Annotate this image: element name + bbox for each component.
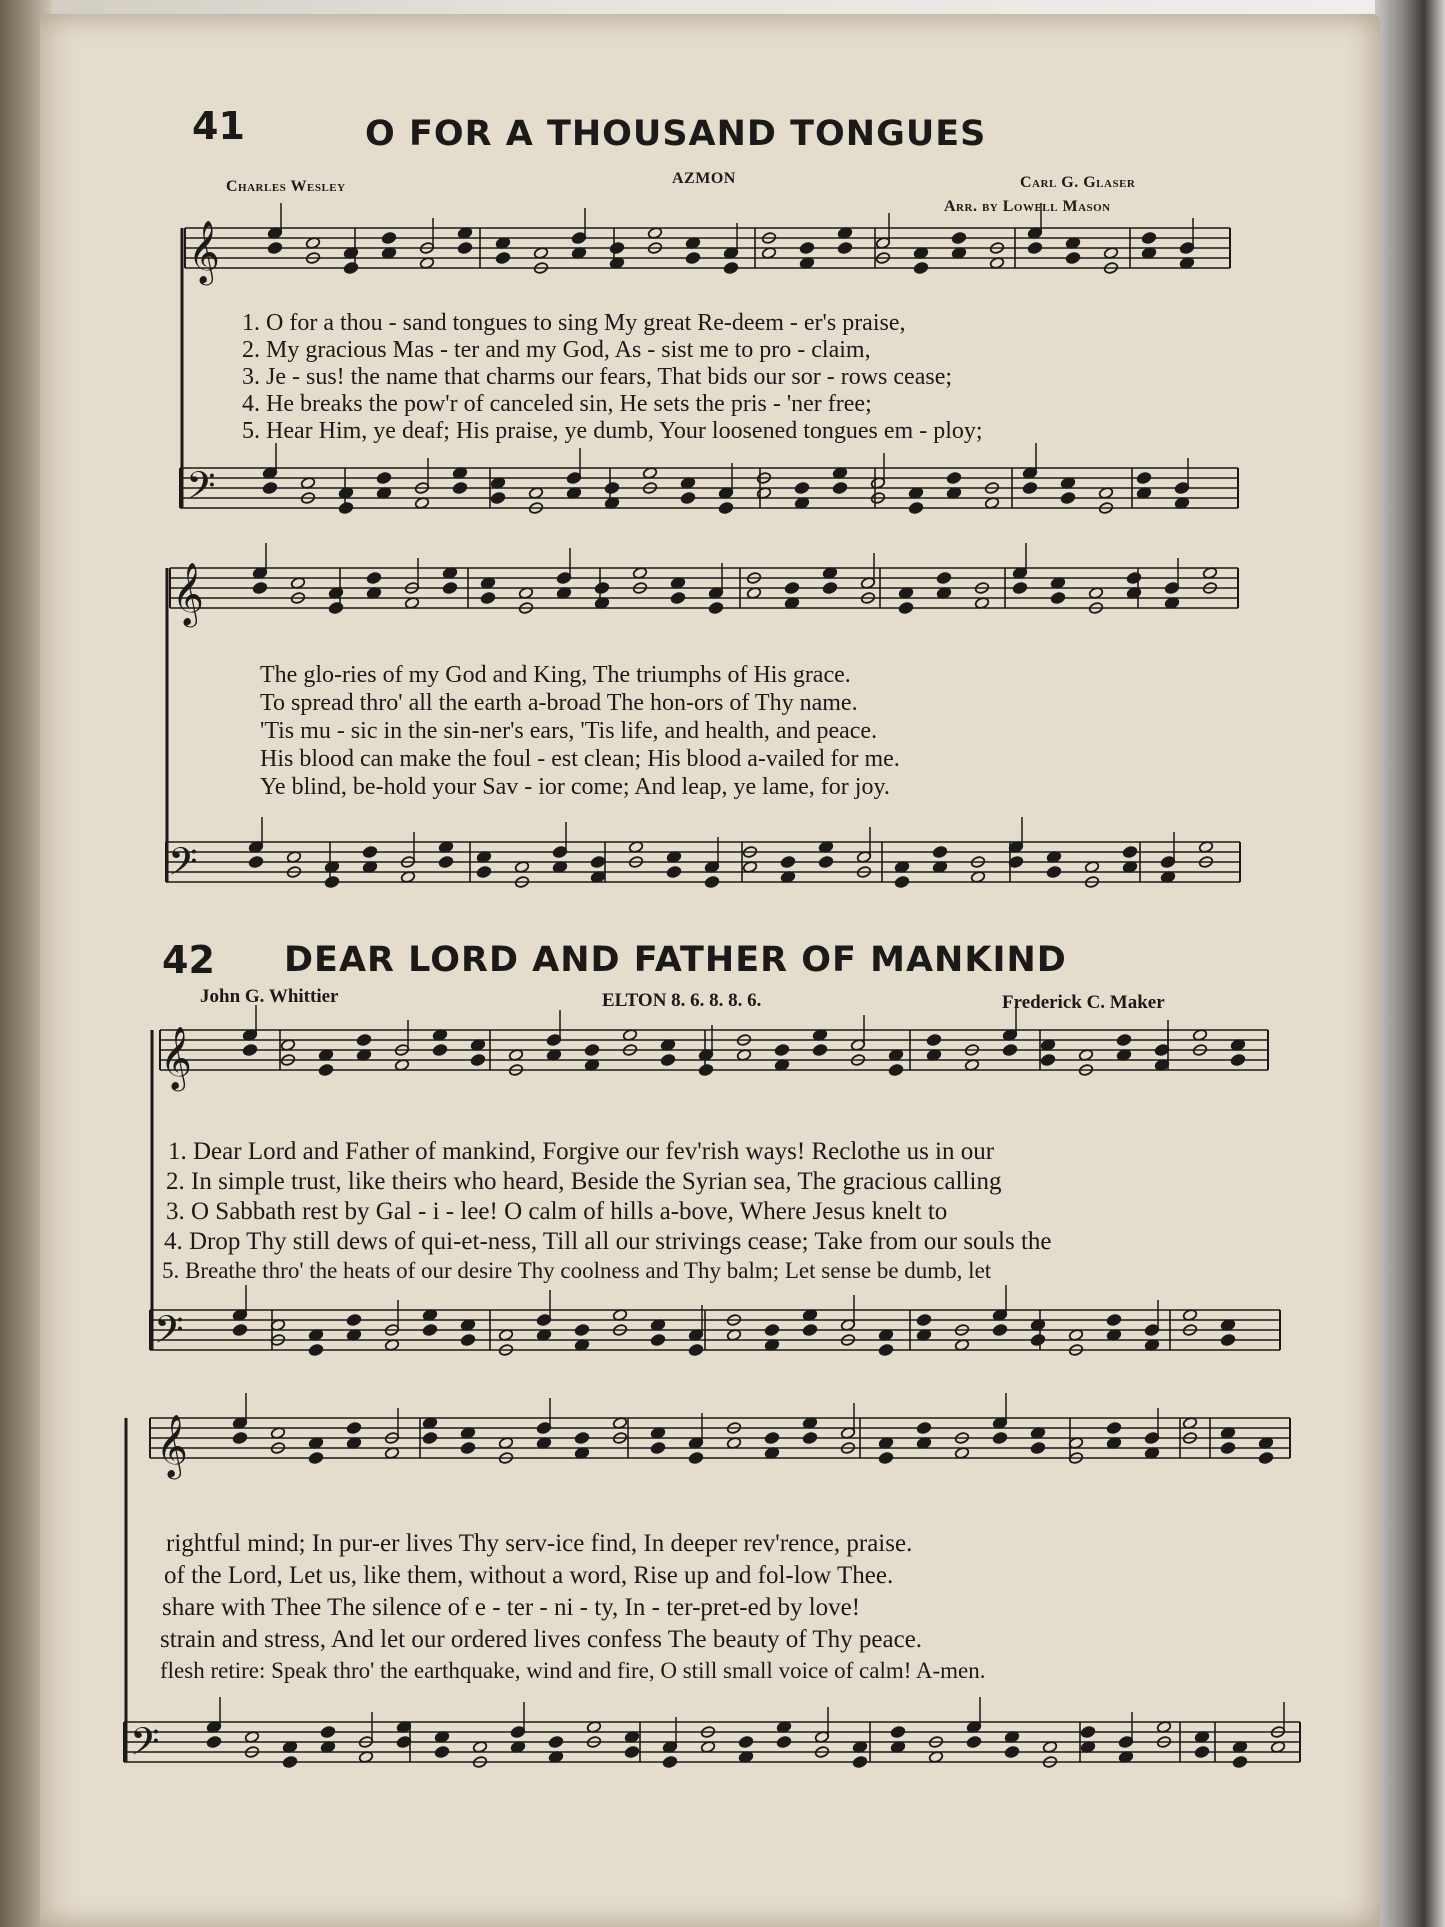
hymn-title: O FOR A THOUSAND TONGUES	[365, 114, 987, 154]
verse-line: His blood can make the foul - est clean; His blood a-vailed for me.	[260, 746, 900, 772]
clef-symbol: 𝄞	[156, 1414, 188, 1477]
note-head	[346, 1422, 361, 1435]
note-head	[670, 592, 685, 605]
note-head	[438, 856, 453, 869]
verse-line: To spread thro' all the earth a-broad The hon-ors of Thy name.	[260, 690, 858, 716]
note-head	[422, 1432, 437, 1445]
clef-symbol: 𝄞	[172, 562, 204, 625]
note-head	[206, 1736, 221, 1749]
composer-credit: Frederick C. Maker	[1002, 992, 1165, 1013]
verse-line: 5. Hear Him, ye deaf; His praise, ye dumb, Your loosened tongues em - ploy;	[242, 418, 983, 444]
note-head	[1258, 1452, 1273, 1465]
note-head	[356, 1034, 371, 1047]
note-head	[480, 592, 495, 605]
note-head	[916, 1314, 931, 1327]
note-head	[662, 1756, 677, 1769]
note-head	[460, 1334, 475, 1347]
note-head	[898, 602, 913, 615]
note-head	[1080, 1726, 1095, 1739]
note-head	[1060, 492, 1075, 505]
note-head	[609, 242, 624, 255]
note-head	[267, 242, 282, 255]
note-head	[548, 1736, 563, 1749]
verse-line: share with Thee The silence of e - ter - ni - ty, In - ter-pret-ed by love!	[162, 1594, 861, 1621]
note-head	[346, 1314, 361, 1327]
note-head	[704, 876, 719, 889]
verse-line: 2. My gracious Mas - ter and my God, As - sist me to pro - claim,	[242, 337, 871, 363]
note-head	[894, 876, 909, 889]
note-head	[776, 1736, 791, 1749]
note-head	[1030, 1334, 1045, 1347]
note-head	[723, 262, 738, 275]
clef-symbol: 𝄢	[130, 1719, 160, 1773]
verse-line: 3. O Sabbath rest by Gal - i - lee! O calm of hills a-bove, Where Jesus knelt to	[166, 1198, 948, 1225]
tune-name: AZMON	[672, 170, 736, 187]
note-head	[688, 1452, 703, 1465]
note-head	[650, 1442, 665, 1455]
note-head	[799, 242, 814, 255]
verse-line: 1. Dear Lord and Father of mankind, Forgive our fev'rish ways! Reclothe us in our	[168, 1138, 995, 1165]
note-head	[802, 1432, 817, 1445]
note-head	[738, 1736, 753, 1749]
clef-symbol: 𝄢	[186, 463, 216, 517]
note-head	[574, 1432, 589, 1445]
note-head	[1141, 232, 1156, 245]
note-head	[932, 846, 947, 859]
note-head	[764, 1432, 779, 1445]
note-head	[913, 262, 928, 275]
note-head	[936, 572, 951, 585]
clef-symbol: 𝄢	[168, 839, 198, 893]
note-head	[1106, 1422, 1121, 1435]
verse-line: rightful mind; In pur-er lives Thy serv-ice find, In deeper rev'rence, praise.	[166, 1530, 913, 1557]
note-head	[381, 232, 396, 245]
note-head	[1065, 252, 1080, 265]
note-head	[718, 502, 733, 515]
note-head	[470, 1054, 485, 1067]
verse-line: 2. In simple trust, like theirs who heard, Beside the Syrian sea, The gracious calling	[166, 1168, 1002, 1195]
note-head	[1220, 1334, 1235, 1347]
note-head	[232, 1324, 247, 1337]
note-head	[1194, 1746, 1209, 1759]
note-head	[1116, 1034, 1131, 1047]
note-head	[1126, 572, 1141, 585]
note-head	[1232, 1756, 1247, 1769]
hymn-number: 42	[162, 938, 215, 982]
note-head	[574, 1324, 589, 1337]
composer-credit: Carl G. Glaser	[1020, 174, 1136, 191]
note-head	[784, 582, 799, 595]
note-head	[1106, 1314, 1121, 1327]
note-head	[650, 1334, 665, 1347]
note-head	[780, 856, 795, 869]
clef-symbol: 𝄞	[188, 220, 220, 283]
note-head	[685, 252, 700, 265]
note-head	[366, 572, 381, 585]
note-head	[362, 846, 377, 859]
note-head	[594, 582, 609, 595]
tune-name: ELTON 8. 6. 8. 8. 6.	[602, 990, 762, 1011]
note-head	[908, 502, 923, 515]
note-head	[688, 1344, 703, 1357]
note-head	[1027, 242, 1042, 255]
note-head	[951, 232, 966, 245]
note-head	[992, 1432, 1007, 1445]
note-head	[460, 1442, 475, 1455]
verse-line: 5. Breathe thro' the heats of our desire Thy coolness and Thy balm; Let sense be dumb, let	[162, 1258, 992, 1283]
clef-symbol: 𝄞	[160, 1026, 192, 1089]
note-head	[248, 856, 263, 869]
note-head	[1050, 592, 1065, 605]
verse-line: 4. Drop Thy still dews of qui-et-ness, Till all our strivings cease; Take from our souls the	[164, 1228, 1052, 1255]
note-head	[495, 252, 510, 265]
note-head	[422, 1324, 437, 1337]
note-head	[852, 1756, 867, 1769]
note-head	[624, 1746, 639, 1759]
verse-line: strain and stress, And let our ordered lives confess The beauty of Thy peace.	[160, 1626, 923, 1653]
verse-line: 4. He breaks the pow'r of canceled sin, He sets the pris - 'ner free;	[242, 391, 872, 417]
note-head	[812, 1044, 827, 1057]
verse-line: 1. O for a thou - sand tongues to sing My great Re-deem - er's praise,	[242, 310, 906, 336]
verse-line: of the Lord, Let us, like them, without a word, Rise up and fol-low Thee.	[164, 1562, 894, 1589]
hymn-title: DEAR LORD AND FATHER OF MANKIND	[284, 940, 1067, 980]
author-credit: John G. Whittier	[200, 986, 339, 1007]
note-head	[1030, 1442, 1045, 1455]
note-head	[282, 1756, 297, 1769]
note-head	[328, 602, 343, 615]
note-head	[232, 1432, 247, 1445]
verse-line: The glo-ries of my God and King, The triumphs of His grace.	[260, 662, 851, 688]
verse-line: flesh retire: Speak thro' the earthquake, wind and fire, O still small voice of calm! A-men.	[160, 1658, 986, 1683]
note-head	[916, 1422, 931, 1435]
note-head	[698, 1064, 713, 1077]
note-head	[794, 482, 809, 495]
note-head	[832, 482, 847, 495]
note-head	[1022, 482, 1037, 495]
note-head	[774, 1044, 789, 1057]
note-head	[1230, 1054, 1245, 1067]
note-head	[324, 876, 339, 889]
author-credit: Charles Wesley	[226, 178, 346, 195]
note-head	[432, 1044, 447, 1057]
note-head	[584, 1044, 599, 1057]
note-head	[822, 582, 837, 595]
note-head	[666, 866, 681, 879]
note-head	[590, 856, 605, 869]
hymn-number: 41	[192, 104, 245, 148]
note-head	[888, 1064, 903, 1077]
note-head	[434, 1746, 449, 1759]
note-head	[992, 1324, 1007, 1337]
note-head	[376, 472, 391, 485]
verse-line: 'Tis mu - sic in the sin-ner's ears, 'Tis life, and health, and peace.	[260, 718, 878, 744]
note-head	[966, 1736, 981, 1749]
note-head	[1004, 1746, 1019, 1759]
note-head	[802, 1324, 817, 1337]
note-head	[1220, 1442, 1235, 1455]
note-head	[308, 1452, 323, 1465]
note-head	[1122, 846, 1137, 859]
note-head	[1136, 472, 1151, 485]
note-head	[320, 1726, 335, 1739]
note-head	[1040, 1054, 1055, 1067]
note-head	[457, 242, 472, 255]
verse-line: Ye blind, be-hold your Sav - ior come; And leap, ye lame, for joy.	[260, 774, 890, 800]
note-head	[476, 866, 491, 879]
note-head	[318, 1064, 333, 1077]
note-head	[837, 242, 852, 255]
note-head	[1012, 582, 1027, 595]
note-head	[890, 1726, 905, 1739]
clef-symbol: 𝄢	[154, 1307, 184, 1361]
note-head	[660, 1054, 675, 1067]
note-head	[878, 1344, 893, 1357]
arranger-credit: Arr. by Lowell Mason	[944, 198, 1111, 215]
note-head	[452, 482, 467, 495]
note-head	[442, 582, 457, 595]
note-head	[818, 856, 833, 869]
note-head	[343, 262, 358, 275]
note-head	[708, 602, 723, 615]
note-head	[946, 472, 961, 485]
note-head	[338, 502, 353, 515]
note-head	[242, 1044, 257, 1057]
note-head	[604, 482, 619, 495]
note-head	[926, 1034, 941, 1047]
note-head	[1002, 1044, 1017, 1057]
verse-line: 3. Je - sus! the name that charms our fears, That bids our sor - rows cease;	[242, 364, 953, 390]
note-head	[262, 482, 277, 495]
note-head	[764, 1324, 779, 1337]
note-head	[308, 1344, 323, 1357]
note-head	[1046, 866, 1061, 879]
note-head	[878, 1452, 893, 1465]
note-head	[490, 492, 505, 505]
note-head	[680, 492, 695, 505]
note-head	[252, 582, 267, 595]
